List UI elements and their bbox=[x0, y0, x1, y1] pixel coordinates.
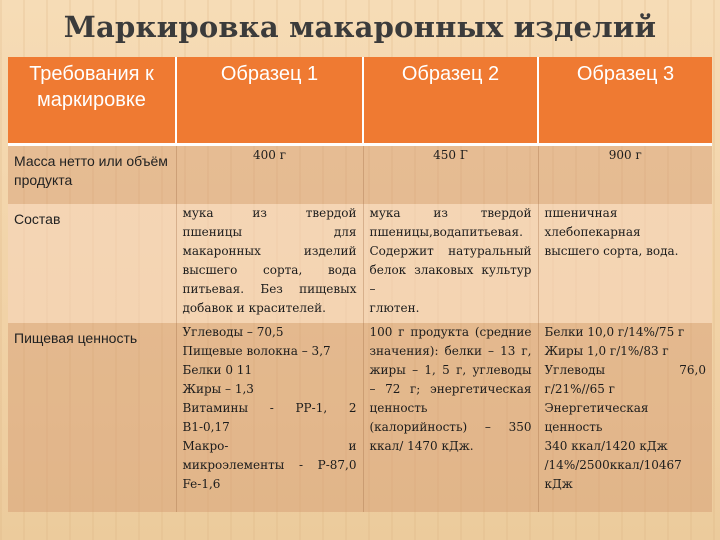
text-line: Витамины - РР-1, 2 bbox=[182, 401, 357, 415]
text-line: Fe-1,6 bbox=[182, 477, 221, 491]
nutrition-sample-1 bbox=[176, 323, 363, 512]
text-line: высшего сорта, вода. bbox=[544, 244, 679, 258]
text-line: высшего сорта, вода bbox=[182, 263, 357, 277]
text-line: /14%/2500ккал/10467 bbox=[544, 458, 682, 472]
text-line: Белки 0 11 bbox=[182, 363, 253, 377]
text-line: кДж bbox=[544, 477, 573, 491]
text-line: Пищевые волокна – 3,7 bbox=[182, 344, 331, 358]
text-line: Жиры – 1,3 bbox=[182, 382, 254, 396]
text-line: макаронных изделий bbox=[182, 244, 357, 258]
text-line: Жиры 1,0 г/1%/83 г bbox=[544, 344, 669, 358]
text-line: 100 г продукта (средние bbox=[369, 325, 532, 339]
row-nutrition bbox=[8, 323, 712, 512]
labeling-table bbox=[8, 57, 712, 512]
header-sample-3: Образец 3 bbox=[538, 57, 712, 145]
text-line: значения): белки – 13 г, bbox=[369, 344, 532, 358]
text-line: г/21%//65 г bbox=[544, 382, 615, 396]
label-nutrition: Пищевая ценность bbox=[8, 323, 176, 512]
text-line: 340 ккал/1420 кДж bbox=[544, 439, 668, 453]
label-mass: Масса нетто или объём продукта bbox=[8, 145, 176, 205]
composition-sample-2 bbox=[363, 204, 538, 323]
text-line: Энергетическая bbox=[544, 401, 649, 415]
text-line: питьевая. Без пищевых bbox=[182, 282, 357, 296]
text-line: (калорийность) – 350 bbox=[369, 420, 532, 434]
header-sample-1: Образец 1 bbox=[176, 57, 363, 145]
text-line: пшеничная bbox=[544, 206, 618, 220]
text-line: ценность bbox=[544, 420, 603, 434]
composition-sample-1 bbox=[176, 204, 363, 323]
text-line: Углеводы – 70,5 bbox=[182, 325, 284, 339]
text-line: пшеницы для bbox=[182, 225, 357, 239]
mass-sample-1: 400 г bbox=[176, 145, 363, 205]
text-line: микроэлементы - Р-87,0 bbox=[182, 458, 357, 472]
nutrition-sample-3 bbox=[538, 323, 712, 512]
text-line: хлебопекарная bbox=[544, 225, 641, 239]
text-line: Макро- и bbox=[182, 439, 357, 453]
composition-sample-3 bbox=[538, 204, 712, 323]
text-line: мука из твердой bbox=[182, 206, 357, 220]
text-line: добавок и красителей. bbox=[182, 301, 326, 315]
text-line: пшеницы,водапитьевая. bbox=[369, 225, 523, 239]
mass-sample-2: 450 Г bbox=[363, 145, 538, 205]
label-composition: Состав bbox=[8, 204, 176, 323]
text-line: Содержит натуральный bbox=[369, 244, 532, 258]
header-requirements: Требования к маркировке bbox=[8, 57, 176, 145]
mass-sample-3: 900 г bbox=[538, 145, 712, 205]
row-mass bbox=[8, 145, 712, 205]
text-line: ценность bbox=[369, 401, 428, 415]
text-line: глютен. bbox=[369, 301, 420, 315]
text-line: – bbox=[369, 282, 376, 296]
text-line: Белки 10,0 г/14%/75 г bbox=[544, 325, 685, 339]
row-composition bbox=[8, 204, 712, 323]
text-line: ккал/ 1470 кДж. bbox=[369, 439, 474, 453]
text-line: жиры – 1, 5 г, углеводы bbox=[369, 363, 532, 377]
page-title: Маркировка макаронных изделий bbox=[63, 10, 657, 44]
header-row bbox=[8, 57, 712, 145]
text-line: белок злаковых культур bbox=[369, 263, 532, 277]
header-sample-2: Образец 2 bbox=[363, 57, 538, 145]
text-line: В1-0,17 bbox=[182, 420, 230, 434]
text-line: мука из твердой bbox=[369, 206, 532, 220]
text-line: – 72 г; энергетическая bbox=[369, 382, 532, 396]
text-line: Углеводы 76,0 bbox=[544, 363, 706, 377]
nutrition-sample-2 bbox=[363, 323, 538, 512]
